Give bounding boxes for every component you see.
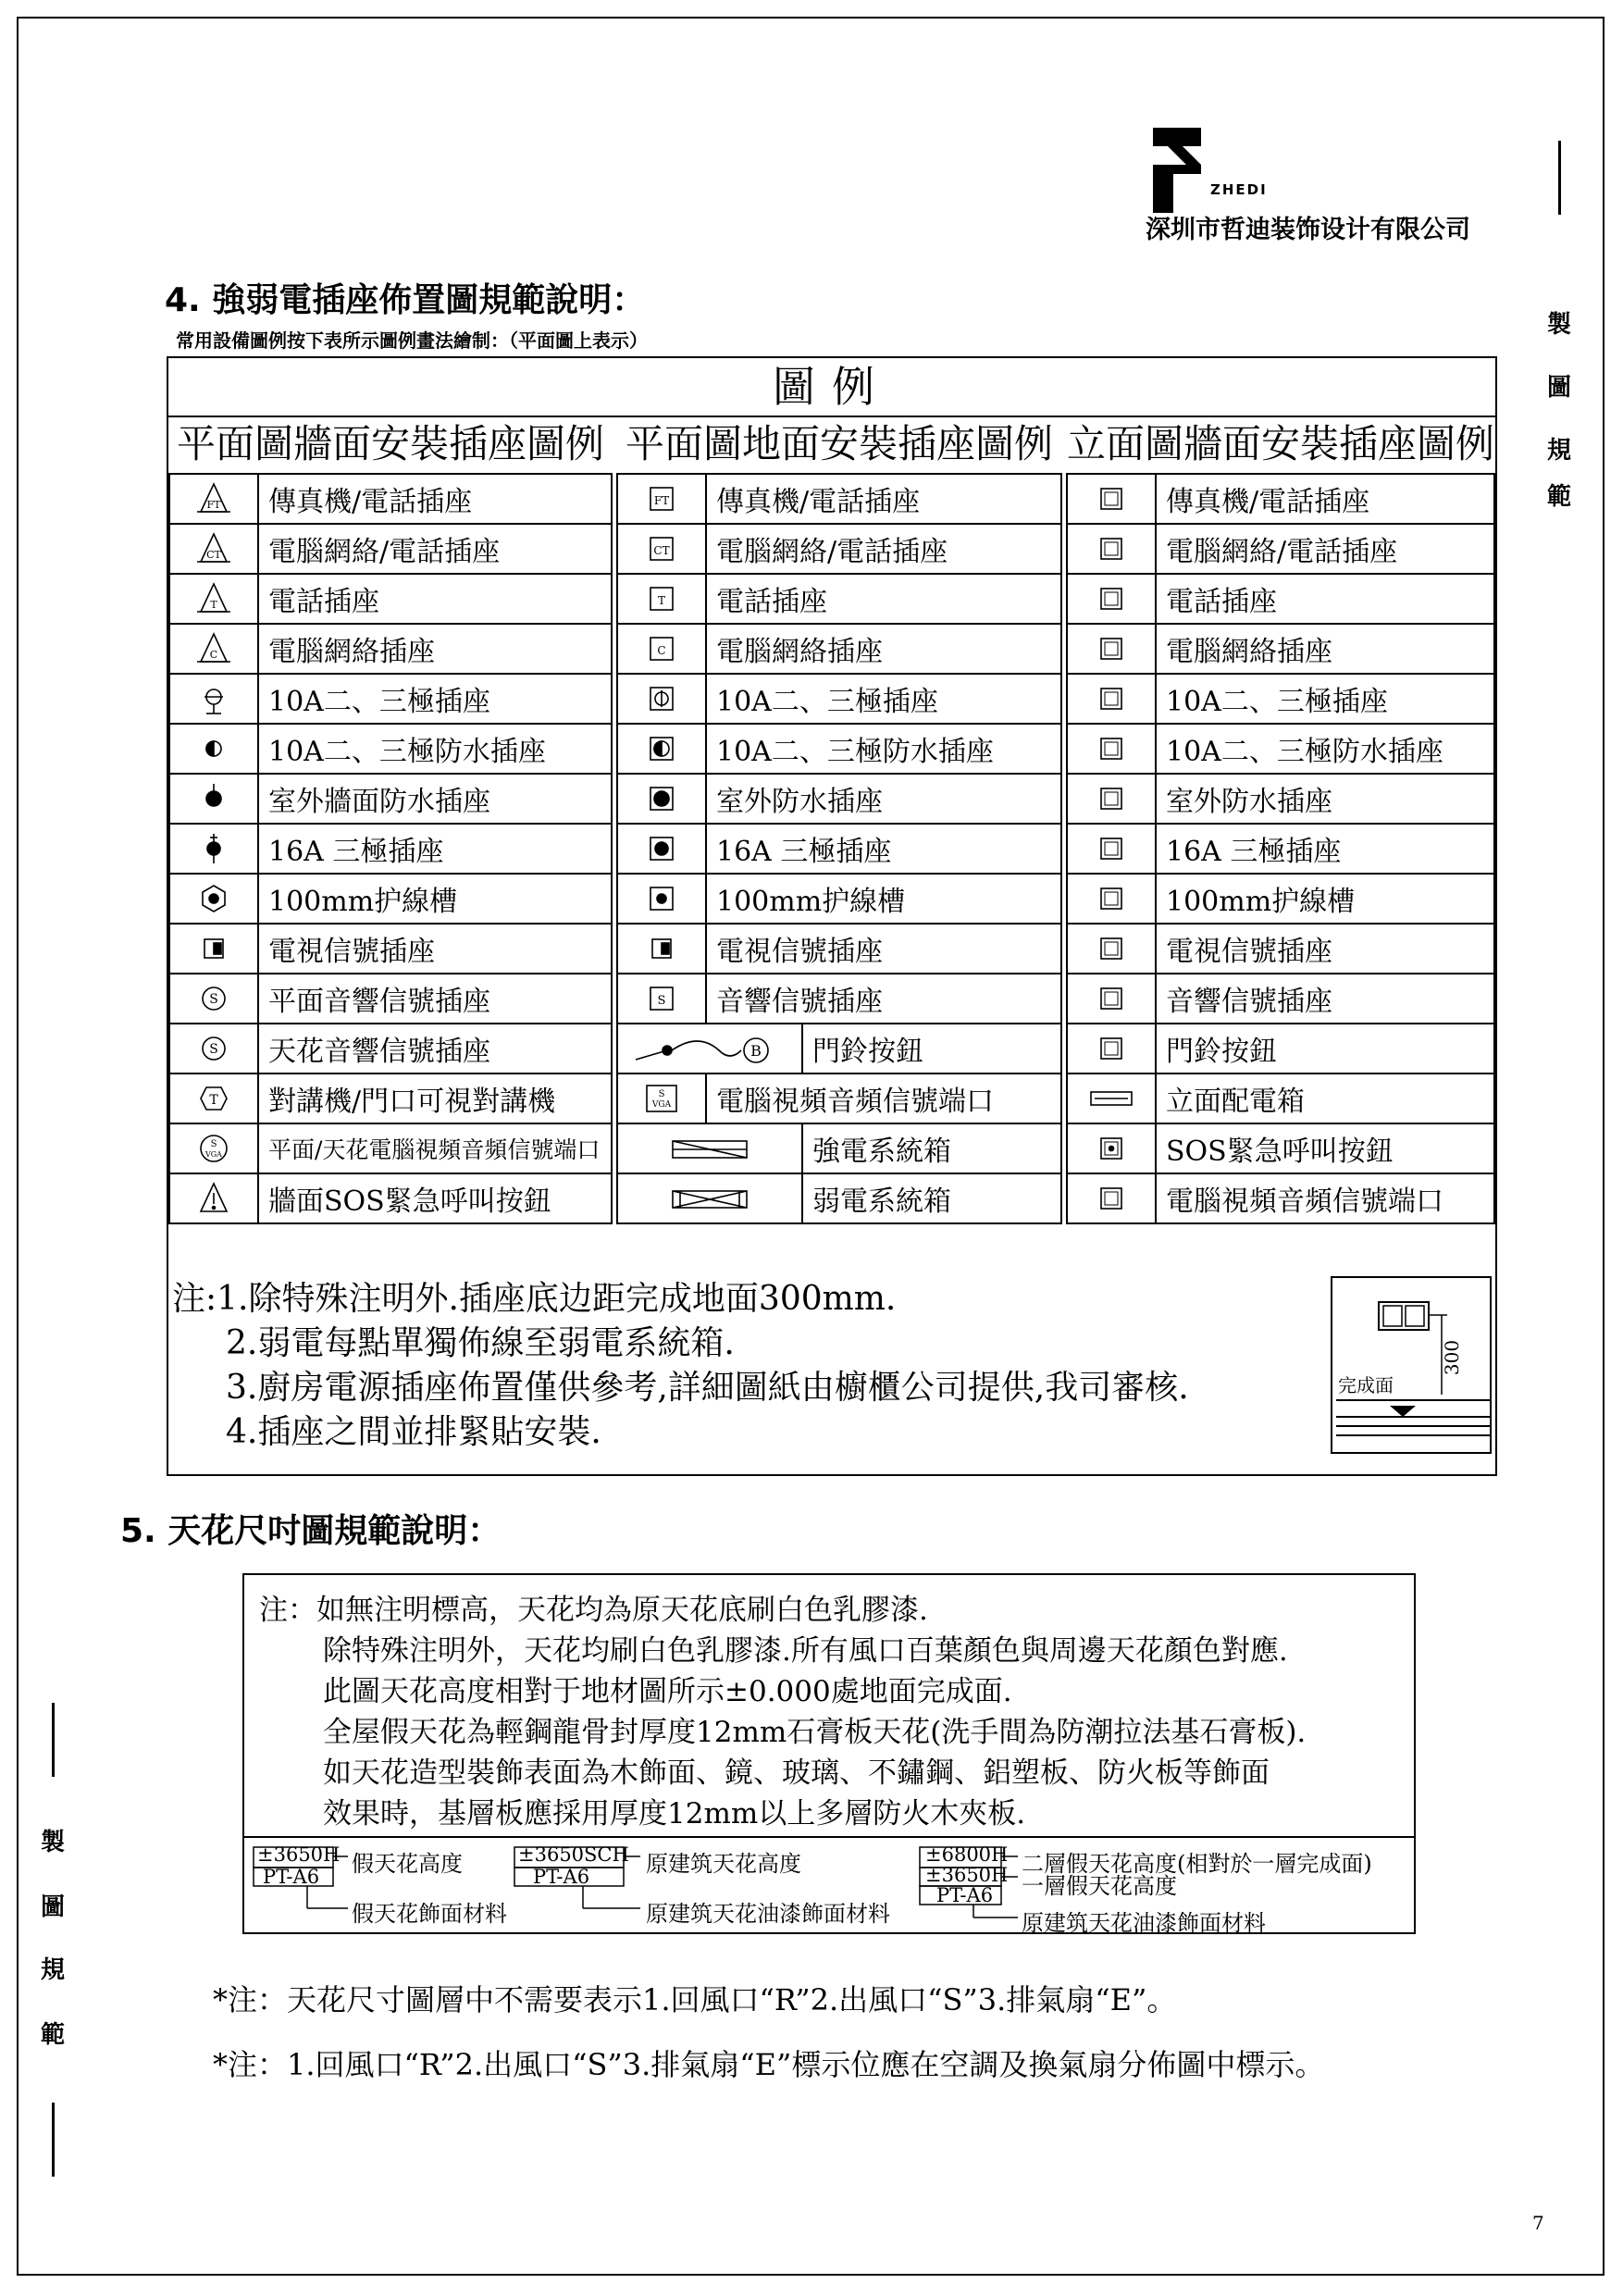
- legend-row: [616, 823, 1062, 875]
- legend-symbol-cell: [1068, 675, 1157, 723]
- legend-label: 傳真機/電話插座: [1166, 486, 1370, 518]
- ceiling-tag-desc: 原建筑天花油漆飾面材料: [646, 1901, 890, 1927]
- legend-label: 電腦網絡/電話插座: [268, 536, 501, 568]
- legend-symbol-cell: [618, 1024, 803, 1073]
- legend-symbol-icon: [639, 830, 684, 867]
- legend-row: [616, 623, 1062, 675]
- legend-label: 10A二、三極防水插座: [1166, 736, 1443, 768]
- legend-label: 傳真機/電話插座: [268, 486, 473, 518]
- legend-symbol-icon: [1089, 1080, 1134, 1117]
- legend-label: 傳真機/電話插座: [716, 486, 921, 518]
- legend-symbol-icon: [192, 1180, 236, 1217]
- legend-label: 電腦網絡插座: [1166, 636, 1332, 668]
- ceiling-height-code: ±6800H: [925, 1843, 1009, 1866]
- legend-symbol-icon: [1089, 830, 1134, 867]
- legend-row: [168, 873, 613, 925]
- legend-symbol-icon: [1089, 530, 1134, 567]
- legend-row: [1066, 1023, 1495, 1074]
- legend-row: [616, 1023, 1062, 1074]
- company-logo: [1146, 122, 1257, 215]
- legend-label: 電視信號插座: [268, 936, 435, 968]
- legend-symbol-icon: [1089, 980, 1134, 1017]
- legend-symbol-icon: [192, 580, 236, 617]
- legend-row: [616, 873, 1062, 925]
- legend-symbol-cell: [170, 925, 259, 973]
- legend-symbol-icon: [1089, 1180, 1134, 1217]
- svg-text:S: S: [657, 994, 666, 1008]
- svg-text:FT: FT: [206, 499, 221, 511]
- legend-row: [1066, 573, 1495, 625]
- legend-label: 室外防水插座: [1166, 786, 1332, 818]
- legend-symbol-cell: [618, 1074, 707, 1123]
- ceiling-note: 效果時，基層板應採用厚度12mm以上多層防火木夾板.: [323, 1797, 1026, 1831]
- legend-symbol-cell: [170, 725, 259, 773]
- legend-symbol-cell: [170, 675, 259, 723]
- legend-row: [1066, 773, 1495, 825]
- legend-symbol-icon: [1089, 680, 1134, 717]
- legend-symbol-cell: [170, 525, 259, 573]
- legend-label: 電話插座: [716, 586, 827, 618]
- legend-symbol-icon: [192, 780, 236, 817]
- legend-symbol-cell: [618, 825, 707, 873]
- side-label-char: 規: [1547, 437, 1572, 465]
- legend-symbol-icon: [192, 930, 236, 967]
- legend-label: 16A 三極插座: [716, 836, 892, 868]
- ceiling-tag-desc: 假天花飾面材料: [352, 1901, 507, 1927]
- legend-symbol-cell: [170, 1024, 259, 1073]
- legend-symbol-icon: [639, 930, 684, 967]
- legend-row: [1066, 723, 1495, 775]
- legend-label: 10A二、三極插座: [1166, 686, 1388, 718]
- legend-symbol-icon: [639, 530, 684, 567]
- legend-column: [1066, 416, 1495, 1250]
- legend-row: [616, 573, 1062, 625]
- side-label-char: 圖: [1547, 374, 1572, 402]
- section4-title: 4. 強弱電插座佈置圖規範說明：: [165, 281, 646, 319]
- legend-symbol-icon: [1089, 630, 1134, 667]
- svg-text:C: C: [657, 644, 666, 657]
- ceiling-note: 此圖天花高度相對于地材圖所示±0.000處地面完成面.: [323, 1675, 1012, 1708]
- footnote: *注：1.回風口“R”2.出風口“S”3.排氣扇“E”標示位應在空調及換氣扇分佈圖中標示。: [213, 2047, 1325, 2082]
- legend-symbol-icon: [192, 680, 236, 717]
- svg-text:T: T: [210, 599, 217, 611]
- legend-row: [616, 973, 1062, 1024]
- legend-symbol-icon: [192, 1030, 236, 1067]
- legend-column-heading: 平面圖牆面安裝插座圖例: [176, 421, 604, 466]
- legend-symbol-cell: [618, 1124, 803, 1173]
- ceiling-note: 注：如無注明標高，天花均為原天花底刷白色乳膠漆.: [259, 1594, 928, 1627]
- svg-text:T: T: [209, 1093, 218, 1108]
- ceiling-height-code: ±3650H: [257, 1843, 341, 1866]
- legend-label: 10A二、三極防水插座: [716, 736, 994, 768]
- footnote: *注：天花尺寸圖層中不需要表示1.回風口“R”2.出風口“S”3.排氣扇“E”。: [213, 1982, 1177, 2017]
- legend-symbol-icon: [626, 1180, 793, 1217]
- legend-symbol-cell: [1068, 1074, 1157, 1123]
- legend-row: [616, 473, 1062, 525]
- legend-column: [168, 416, 613, 1250]
- legend-symbol-cell: [618, 775, 707, 823]
- legend-symbol-icon: [639, 880, 684, 917]
- legend-column: [616, 416, 1062, 1250]
- legend-row: [1066, 973, 1495, 1024]
- height-label: 300: [1441, 1339, 1464, 1376]
- legend-symbol-icon: [1089, 880, 1134, 917]
- note-line: 2.弱電每點單獨佈線至弱電系統箱.: [226, 1324, 735, 1362]
- svg-text:FT: FT: [653, 494, 670, 507]
- legend-symbol-cell: [618, 475, 707, 523]
- legend-symbol-cell: [170, 1124, 259, 1173]
- legend-symbol-icon: [192, 630, 236, 667]
- side-bar-left-top: [52, 1703, 55, 1777]
- legend-title: 圖例: [168, 358, 1495, 417]
- svg-text:VGA: VGA: [205, 1150, 222, 1159]
- legend-symbol-cell: [170, 974, 259, 1023]
- ceiling-note: 如天花造型裝飾表面為木飾面、鏡、玻璃、不鏽鋼、鋁塑板、防火板等飾面: [323, 1756, 1270, 1790]
- note-line: 3.廚房電源插座佈置僅供參考,詳細圖紙由櫥櫃公司提供,我司審核.: [226, 1369, 1189, 1407]
- section4-subtitle: 常用設備圖例按下表所示圖例畫法繪制：（平面圖上表示）: [176, 329, 648, 352]
- legend-row: [1066, 1123, 1495, 1174]
- legend-symbol-icon: [1089, 780, 1134, 817]
- legend-symbol-cell: [1068, 625, 1157, 673]
- legend-row: [616, 723, 1062, 775]
- legend-symbol-icon: [192, 480, 236, 517]
- legend-row: [168, 823, 613, 875]
- legend-symbol-cell: [1068, 1124, 1157, 1173]
- legend-row: [616, 673, 1062, 725]
- legend-symbol-cell: [170, 1174, 259, 1222]
- legend-symbol-icon: [639, 980, 684, 1017]
- side-label-char: 範: [41, 2021, 66, 2049]
- legend-symbol-icon: [639, 480, 684, 517]
- ceiling-tag-desc: 二層假天花高度(相對於一層完成面): [1022, 1851, 1372, 1877]
- legend-row: [1066, 673, 1495, 725]
- ceiling-note: 除特殊注明外，天花均刷白色乳膠漆.所有風口百葉顏色與周邊天花顏色對應.: [323, 1634, 1288, 1668]
- legend-label: 電腦視頻音頻信號端口: [1166, 1185, 1443, 1218]
- svg-text:S: S: [209, 1042, 218, 1057]
- legend-symbol-icon: [639, 730, 684, 767]
- legend-row: [168, 673, 613, 725]
- legend-label: 電腦視頻音頻信號端口: [716, 1086, 994, 1118]
- legend-symbol-cell: [618, 974, 707, 1023]
- legend-label: 電腦網絡插座: [716, 636, 883, 668]
- legend-symbol-cell: [1068, 475, 1157, 523]
- legend-table: [167, 356, 1497, 1476]
- legend-symbol-cell: [618, 575, 707, 623]
- legend-row: [168, 473, 613, 525]
- legend-label: 100mm护線槽: [716, 886, 906, 918]
- legend-row: [168, 623, 613, 675]
- legend-symbol-icon: [626, 1030, 793, 1067]
- legend-label: 強電系統箱: [812, 1136, 951, 1168]
- socket-height-drawing: [1332, 1278, 1490, 1452]
- legend-symbol-icon: [639, 1080, 684, 1117]
- svg-text:S: S: [658, 1089, 665, 1099]
- ceiling-material-code: PT-A6: [263, 1866, 320, 1888]
- legend-symbol-icon: [192, 530, 236, 567]
- legend-symbol-icon: [639, 680, 684, 717]
- legend-symbol-cell: [170, 475, 259, 523]
- legend-symbol-icon: [1089, 1130, 1134, 1167]
- legend-label: 電話插座: [268, 586, 379, 618]
- ceiling-tag-desc: 原建筑天花高度: [646, 1851, 801, 1877]
- ceiling-tag-desc: 一層假天花高度: [1022, 1873, 1177, 1899]
- side-label-char: 規: [41, 1956, 66, 1984]
- legend-symbol-icon: [639, 580, 684, 617]
- legend-symbol-cell: [1068, 825, 1157, 873]
- legend-symbol-cell: [170, 875, 259, 923]
- legend-symbol-icon: [1089, 930, 1134, 967]
- logo-text: ZHEDI: [1210, 181, 1268, 198]
- legend-symbol-cell: [618, 725, 707, 773]
- legend-symbol-cell: [1068, 1174, 1157, 1222]
- legend-label: 16A 三極插座: [268, 836, 444, 868]
- legend-symbol-cell: [618, 925, 707, 973]
- legend-symbol-cell: [170, 575, 259, 623]
- legend-row: [1066, 1173, 1495, 1224]
- legend-row: [1066, 523, 1495, 575]
- legend-row: [616, 523, 1062, 575]
- note-line: 4.插座之間並排緊貼安裝.: [226, 1413, 601, 1451]
- legend-row: [616, 1123, 1062, 1174]
- legend-symbol-cell: [618, 875, 707, 923]
- legend-symbol-icon: [639, 780, 684, 817]
- legend-label: 門鈴按鈕: [812, 1036, 923, 1068]
- side-label-char: 圖: [41, 1893, 66, 1921]
- legend-label: 100mm护線槽: [268, 886, 458, 918]
- svg-text:T: T: [657, 594, 666, 607]
- legend-row: [1066, 923, 1495, 974]
- legend-label: SOS緊急呼叫按鈕: [1166, 1136, 1394, 1168]
- legend-row: [616, 773, 1062, 825]
- legend-label: 平面音響信號插座: [268, 986, 490, 1018]
- legend-label: 16A 三極插座: [1166, 836, 1342, 868]
- legend-symbol-cell: [618, 675, 707, 723]
- ceiling-height-code: ±3650SCH: [518, 1843, 629, 1866]
- legend-symbol-cell: [1068, 725, 1157, 773]
- legend-symbol-icon: [192, 1080, 236, 1117]
- legend-row: [168, 1023, 613, 1074]
- svg-text:S: S: [210, 1139, 217, 1149]
- legend-label: 10A二、三極插座: [716, 686, 938, 718]
- legend-label: 天花音響信號插座: [268, 1036, 490, 1068]
- legend-symbol-cell: [618, 525, 707, 573]
- floor-label: 完成面: [1338, 1374, 1394, 1396]
- svg-text:CT: CT: [206, 549, 221, 561]
- ceiling-divider: [244, 1836, 1414, 1838]
- legend-symbol-cell: [170, 825, 259, 873]
- svg-text:CT: CT: [653, 544, 670, 557]
- legend-row: [1066, 873, 1495, 925]
- note-line: 注:1.除特殊注明外.插座底边距完成地面300mm.: [172, 1280, 897, 1318]
- legend-row: [168, 923, 613, 974]
- side-bar-left-bottom: [52, 2103, 55, 2177]
- svg-text:B: B: [750, 1042, 762, 1060]
- socket-height-diagram: [1331, 1276, 1492, 1454]
- legend-row: [1066, 473, 1495, 525]
- legend-label: 平面/天花電腦視頻音頻信號端口: [268, 1136, 601, 1163]
- svg-text:S: S: [209, 992, 218, 1007]
- legend-label: 電視信號插座: [716, 936, 883, 968]
- legend-symbol-cell: [1068, 974, 1157, 1023]
- ceiling-material-code: PT-A6: [533, 1866, 590, 1888]
- legend-symbol-cell: [170, 1074, 259, 1123]
- legend-label: 室外防水插座: [716, 786, 883, 818]
- side-bar-top: [1558, 141, 1561, 215]
- legend-symbol-icon: [1089, 730, 1134, 767]
- company-name: 深圳市哲迪装饰设计有限公司: [1146, 216, 1470, 244]
- legend-row: [168, 573, 613, 625]
- legend-symbol-cell: [1068, 775, 1157, 823]
- legend-symbol-icon: [626, 1130, 793, 1167]
- legend-symbol-cell: [618, 625, 707, 673]
- ceiling-notes-box: [242, 1573, 1416, 1934]
- legend-symbol-icon: [192, 880, 236, 917]
- legend-symbol-icon: [192, 830, 236, 867]
- legend-symbol-cell: [1068, 575, 1157, 623]
- legend-row: [168, 1123, 613, 1174]
- legend-symbol-cell: [1068, 525, 1157, 573]
- ceiling-note: 全屋假天花為輕鋼龍骨封厚度12mm石膏板天花(洗手間為防潮拉法基石膏板).: [323, 1716, 1307, 1749]
- legend-label: 門鈴按鈕: [1166, 1036, 1277, 1068]
- legend-row: [1066, 1073, 1495, 1124]
- legend-row: [168, 523, 613, 575]
- legend-row: [168, 973, 613, 1024]
- legend-symbol-icon: [1089, 1030, 1134, 1067]
- legend-symbol-icon: [639, 630, 684, 667]
- legend-label: 室外牆面防水插座: [268, 786, 490, 818]
- legend-symbol-icon: [192, 980, 236, 1017]
- legend-label: 音響信號插座: [1166, 986, 1332, 1018]
- legend-label: 音響信號插座: [716, 986, 883, 1018]
- legend-column-heading: 平面圖地面安裝插座圖例: [625, 421, 1053, 466]
- legend-column-heading: 立面圖牆面安裝插座圖例: [1066, 421, 1494, 466]
- section5-title: 5. 天花尺吋圖規範說明：: [120, 1512, 502, 1550]
- legend-row: [1066, 823, 1495, 875]
- ceiling-height-code: ±3650H: [925, 1864, 1009, 1886]
- legend-row: [616, 1173, 1062, 1224]
- legend-label: 立面配電箱: [1166, 1086, 1305, 1118]
- side-label-char: 製: [41, 1829, 66, 1856]
- svg-text:VGA: VGA: [651, 1100, 672, 1110]
- legend-row: [616, 923, 1062, 974]
- legend-row: [168, 723, 613, 775]
- ceiling-tag-desc: 假天花高度: [352, 1851, 463, 1877]
- legend-label: 10A二、三極插座: [268, 686, 490, 718]
- ceiling-material-code: PT-A6: [936, 1884, 994, 1906]
- legend-row: [168, 1073, 613, 1124]
- ceiling-tag-desc: 原建筑天花油漆飾面材料: [1022, 1910, 1266, 1936]
- legend-label: 牆面SOS緊急呼叫按鈕: [268, 1185, 551, 1218]
- legend-label: 對講機/門口可視對講機: [268, 1086, 556, 1118]
- legend-symbol-cell: [1068, 1024, 1157, 1073]
- legend-label: 100mm护線槽: [1166, 886, 1356, 918]
- legend-symbol-cell: [1068, 875, 1157, 923]
- legend-label: 弱電系統箱: [812, 1185, 951, 1218]
- legend-label: 電腦網絡/電話插座: [716, 536, 948, 568]
- legend-symbol-cell: [170, 775, 259, 823]
- legend-label: 電視信號插座: [1166, 936, 1332, 968]
- side-label-char: 範: [1547, 483, 1572, 511]
- legend-label: 10A二、三極防水插座: [268, 736, 546, 768]
- legend-row: [168, 1173, 613, 1224]
- side-label-char: 製: [1547, 311, 1572, 339]
- legend-symbol-cell: [170, 625, 259, 673]
- legend-symbol-cell: [1068, 925, 1157, 973]
- legend-label: 電話插座: [1166, 586, 1277, 618]
- legend-symbol-icon: [1089, 480, 1134, 517]
- legend-row: [168, 773, 613, 825]
- page-number: 7: [1532, 2212, 1544, 2234]
- legend-symbol-cell: [618, 1174, 803, 1222]
- legend-label: 電腦網絡/電話插座: [1166, 536, 1398, 568]
- legend-row: [1066, 623, 1495, 675]
- svg-text:C: C: [209, 649, 218, 661]
- legend-row: [616, 1073, 1062, 1124]
- legend-label: 電腦網絡插座: [268, 636, 435, 668]
- legend-symbol-icon: [192, 730, 236, 767]
- legend-symbol-icon: [192, 1130, 236, 1167]
- legend-symbol-icon: [1089, 580, 1134, 617]
